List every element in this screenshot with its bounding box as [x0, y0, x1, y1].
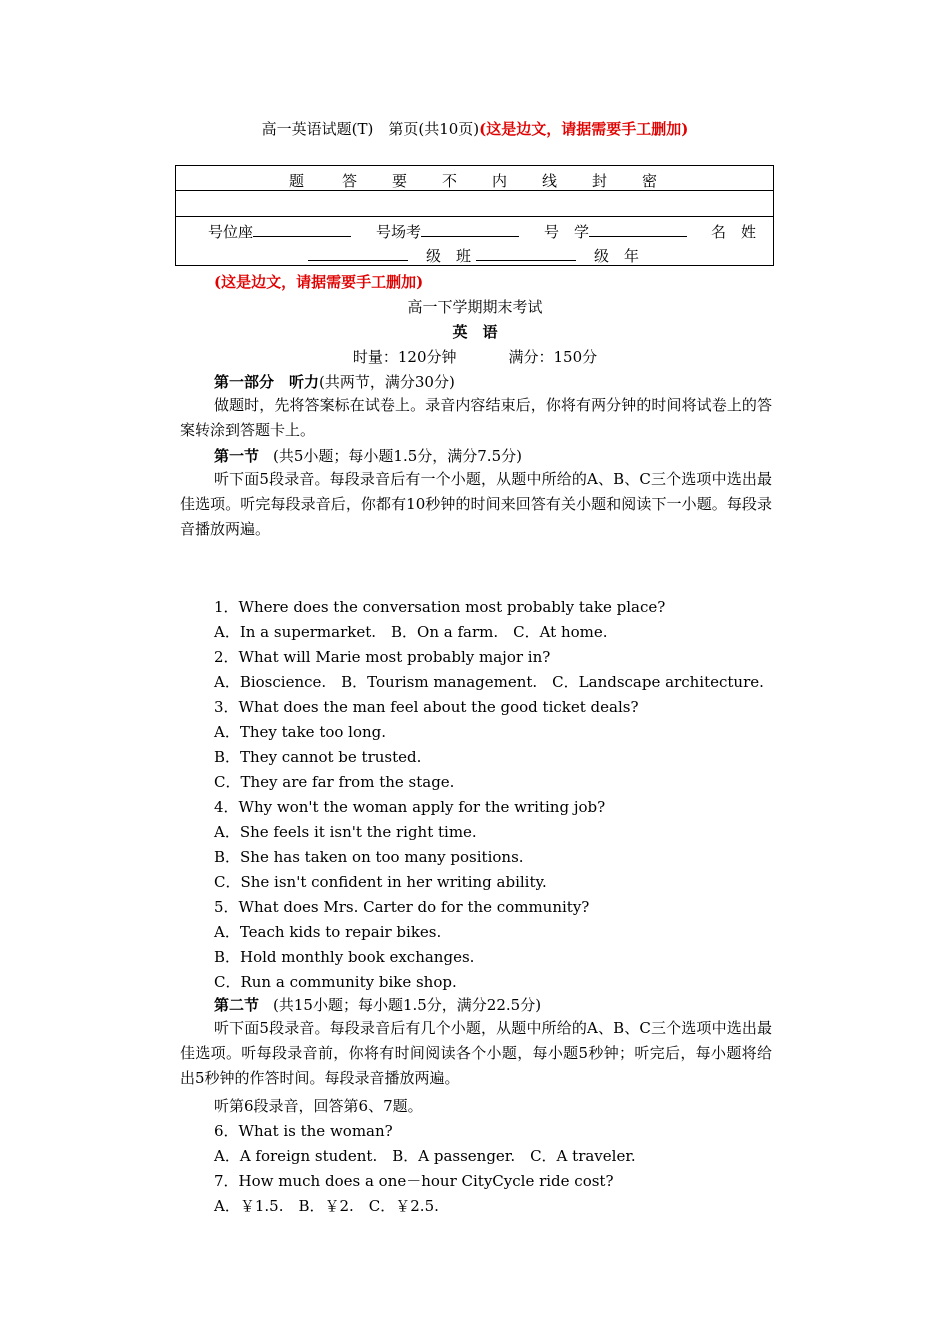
running-header	[0, 118, 950, 139]
id-blank[interactable]	[589, 224, 687, 237]
seal-blank-row	[176, 191, 773, 217]
section2-title: 第二节	[214, 996, 260, 1014]
exam-subject: 英 语	[452, 323, 498, 341]
section1-note: (共5小题；每小题1.5分，满分7.5分)	[273, 447, 522, 465]
part1-heading	[214, 371, 455, 392]
seal-chars-row	[176, 166, 773, 191]
option-line: B．Hold monthly book exchanges.	[214, 948, 475, 966]
part1-intro: 做题时，先将答案标在试卷上。录音内容结束后，你将有两分钟的时间将试卷上的答案转涂到答题卡上。	[180, 396, 772, 439]
seal-char: 要	[392, 172, 408, 190]
header-note: (这是边文，请据需要手工删加)	[479, 120, 689, 138]
option-line: C．Run a community bike shop.	[214, 973, 457, 991]
seal-char: 密	[642, 172, 658, 190]
grade-field	[476, 245, 639, 266]
grade-label: 级 年	[594, 247, 640, 265]
question-line: 7．How much does a one－hour CityCycle ride cost?	[214, 1172, 614, 1190]
margin-note: (这是边文，请据需要手工删加)	[214, 273, 424, 291]
question-line: 6．What is the woman?	[214, 1122, 393, 1140]
id-label: 号 学	[544, 223, 590, 241]
header-title: 高一英语试题(T) 第页(共10页)	[261, 120, 480, 138]
option-line: A．In a supermarket. B．On a farm. C．At home.	[214, 623, 608, 641]
exam-time: 时量：120分钟	[352, 348, 457, 366]
section1-heading	[214, 445, 522, 466]
exam-meta	[0, 346, 950, 367]
name-field	[711, 221, 756, 242]
question-line: 5．What does Mrs. Carter do for the community?	[214, 898, 590, 916]
room-blank[interactable]	[421, 224, 519, 237]
section1-title: 第一节	[214, 447, 260, 465]
question-line: 3．What does the man feel about the good ticket deals?	[214, 698, 639, 716]
option-line: A．A foreign student. B．A passenger. C．A traveler.	[214, 1147, 636, 1165]
room-label: 号场考	[376, 223, 422, 241]
option-line: A．￥1.5. B．￥2. C．￥2.5.	[214, 1197, 439, 1215]
option-line: C．They are far from the stage.	[214, 773, 455, 791]
id-field	[544, 221, 687, 242]
section2-intro: 听下面5段录音。每段录音后有几个小题，从题中所给的A、B、C三个选项中选出最佳选项。听每段录音前，你将有时间阅读各个小题，每小题5秒钟；听完后，每小题将给出5秒钟的作答时间。每段录音播放两遍。	[180, 1019, 772, 1087]
seal-char: 内	[492, 172, 508, 190]
section2-heading	[214, 994, 541, 1015]
question-line: 2．What will Marie most probably major in?	[214, 648, 551, 666]
option-line: B．They cannot be trusted.	[214, 748, 422, 766]
name-label: 名 姓	[711, 223, 757, 241]
option-line: A．She feels it isn't the right time.	[214, 823, 477, 841]
question-line: 1．Where does the conversation most probably take place?	[214, 598, 666, 616]
seat-field	[208, 221, 351, 242]
option-line: A．They take too long.	[214, 723, 387, 741]
section1-intro: 听下面5段录音。每段录音后有一个小题，从题中所给的A、B、C三个选项中选出最佳选项。听完每段录音后，你都有10秒钟的时间来回答有关小题和阅读下一小题。每段录音播放两遍。	[180, 470, 772, 538]
seat-label: 号位座	[208, 223, 254, 241]
seal-char: 不	[442, 172, 458, 190]
class-blank[interactable]	[308, 248, 408, 261]
seat-blank[interactable]	[253, 224, 351, 237]
seal-line-box	[175, 165, 774, 266]
class-label: 级 班	[426, 247, 472, 265]
option-line: B．She has taken on too many positions.	[214, 848, 524, 866]
seal-char: 封	[592, 172, 608, 190]
section2-note: (共15小题；每小题1.5分，满分22.5分)	[273, 996, 542, 1014]
question-line: 4．Why won't the woman apply for the writing job?	[214, 798, 606, 816]
option-line: A．Bioscience. B．Tourism management. C．Landscape architecture.	[214, 673, 764, 691]
instruction-line: 听第6段录音，回答第6、7题。	[214, 1097, 423, 1115]
option-line: C．She isn't confident in her writing ability.	[214, 873, 547, 891]
seal-char: 答	[342, 172, 358, 190]
class-field	[308, 245, 471, 266]
seal-char: 题	[289, 172, 305, 190]
exam-score: 满分：150分	[508, 348, 598, 366]
room-field	[376, 221, 519, 242]
exam-title: 高一下学期期末考试	[407, 298, 543, 316]
part1-title: 第一部分 听力	[214, 373, 320, 391]
seal-char: 线	[542, 172, 558, 190]
grade-blank[interactable]	[476, 248, 576, 261]
option-line: A．Teach kids to repair bikes.	[214, 923, 442, 941]
part1-note: (共两节，满分30分)	[319, 373, 455, 391]
